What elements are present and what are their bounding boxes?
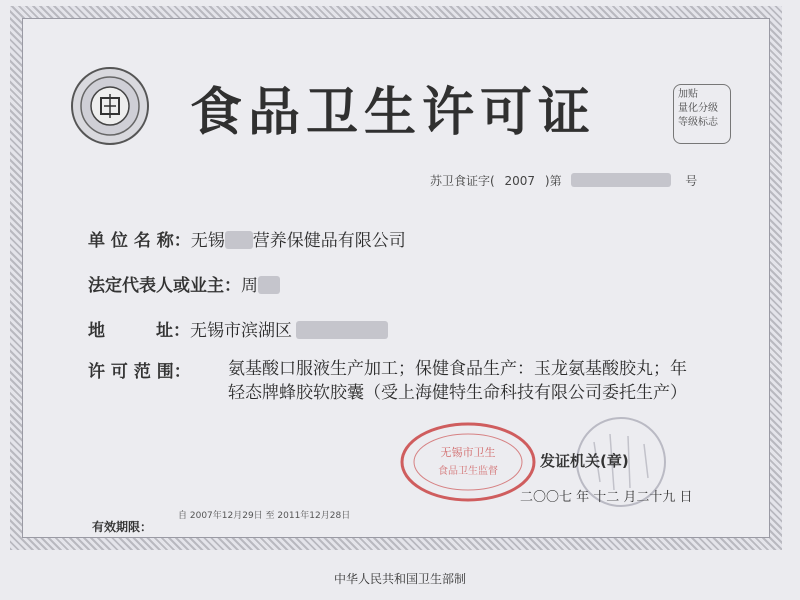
unit-name-value-b: 营养保健品有限公司 bbox=[252, 231, 406, 251]
redacted-address bbox=[296, 321, 388, 339]
side-box-line: 等级标志 bbox=[678, 117, 718, 128]
cert-no-suffix: 号 bbox=[685, 174, 698, 188]
issuing-authority: 发证机关(章) bbox=[540, 452, 629, 470]
official-seal-icon bbox=[398, 420, 538, 504]
redacted-unit bbox=[225, 231, 253, 249]
scope-label: 许 可 范 围： bbox=[88, 362, 191, 382]
address-row bbox=[88, 316, 388, 341]
svg-text:食品卫生监督: 食品卫生监督 bbox=[438, 466, 498, 477]
svg-text:无锡市卫生: 无锡市卫生 bbox=[440, 446, 496, 459]
issuer-footer: 中华人民共和国卫生部制 bbox=[333, 572, 466, 586]
address-value: 无锡市滨湖区 bbox=[190, 321, 292, 341]
cert-no-mid: )第 bbox=[544, 174, 562, 188]
unit-name-value-a: 无锡 bbox=[190, 231, 225, 251]
page-title: 食品卫生许可证 bbox=[190, 83, 597, 143]
redacted-number bbox=[571, 173, 671, 187]
scope-value: 氨基酸口服液生产加工；保健食品生产：玉龙氨基酸胶丸；年轻态牌蜂胶软胶囊（受上海健特生命科技有限公司委托生产） bbox=[228, 359, 687, 403]
representative-value: 周 bbox=[241, 276, 258, 296]
redacted-name bbox=[258, 276, 280, 294]
certificate-number bbox=[430, 172, 697, 189]
health-emblem-icon bbox=[70, 66, 150, 146]
side-box-line: 加贴 bbox=[678, 89, 698, 100]
cert-year: 2007 bbox=[504, 174, 536, 188]
address-label: 地 址： bbox=[88, 321, 190, 341]
side-box-line: 量化分级 bbox=[678, 103, 718, 114]
representative-label: 法定代表人或业主： bbox=[88, 276, 241, 296]
representative-row bbox=[88, 271, 280, 296]
scope-row bbox=[88, 357, 191, 382]
cert-no-prefix: 苏卫食证字( bbox=[430, 174, 495, 188]
unit-name-row bbox=[88, 226, 406, 251]
validity-label: 有效期限： bbox=[92, 520, 153, 534]
issue-date: 二〇〇七 年 十二 月二十九 日 bbox=[520, 490, 693, 505]
grading-label-box bbox=[673, 84, 731, 144]
validity-period: 自 2007年12月29日 至 2011年12月28日 bbox=[178, 511, 351, 521]
unit-name-label: 单 位 名 称： bbox=[88, 231, 191, 251]
